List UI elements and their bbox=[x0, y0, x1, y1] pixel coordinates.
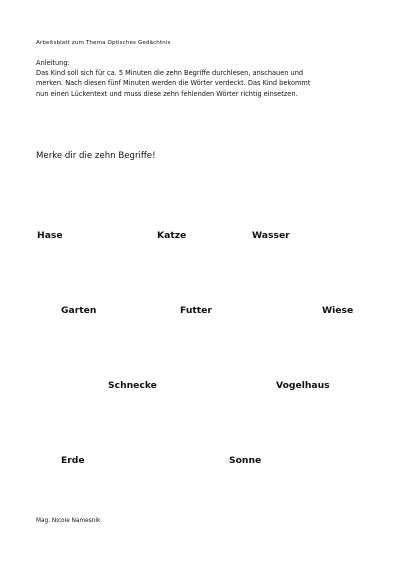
memorize-prompt: Merke dir die zehn Begriffe! bbox=[36, 151, 156, 161]
instructions-block bbox=[36, 58, 366, 99]
word-wiese: Wiese bbox=[322, 305, 354, 316]
instructions-heading: Anleitung: bbox=[36, 59, 70, 67]
word-erde: Erde bbox=[61, 455, 85, 466]
worksheet-title: Arbeitsblatt zum Thema Optisches Gedächtnis bbox=[36, 40, 171, 46]
instructions-line-1: Das Kind soll sich für ca. 5 Minuten die zehn Begriffe durchlesen, anschauen und bbox=[36, 69, 304, 78]
instructions-line-3: nun einen Lückentext und muss diese zehn fehlenden Wörter richtig einsetzen. bbox=[36, 89, 298, 98]
word-sonne: Sonne bbox=[229, 455, 262, 466]
word-hase: Hase bbox=[37, 230, 63, 241]
word-garten: Garten bbox=[61, 305, 97, 316]
word-futter: Futter bbox=[180, 305, 212, 316]
instructions-line-2: merken. Nach diesen fünf Minuten werden die Wörter verdeckt. Das Kind bekommt bbox=[36, 79, 311, 88]
word-wasser: Wasser bbox=[252, 230, 290, 241]
author-footer: Mag. Nicole Namesnik bbox=[36, 518, 101, 524]
word-schnecke: Schnecke bbox=[108, 380, 157, 391]
word-katze: Katze bbox=[157, 230, 187, 241]
word-vogelhaus: Vogelhaus bbox=[276, 380, 330, 391]
